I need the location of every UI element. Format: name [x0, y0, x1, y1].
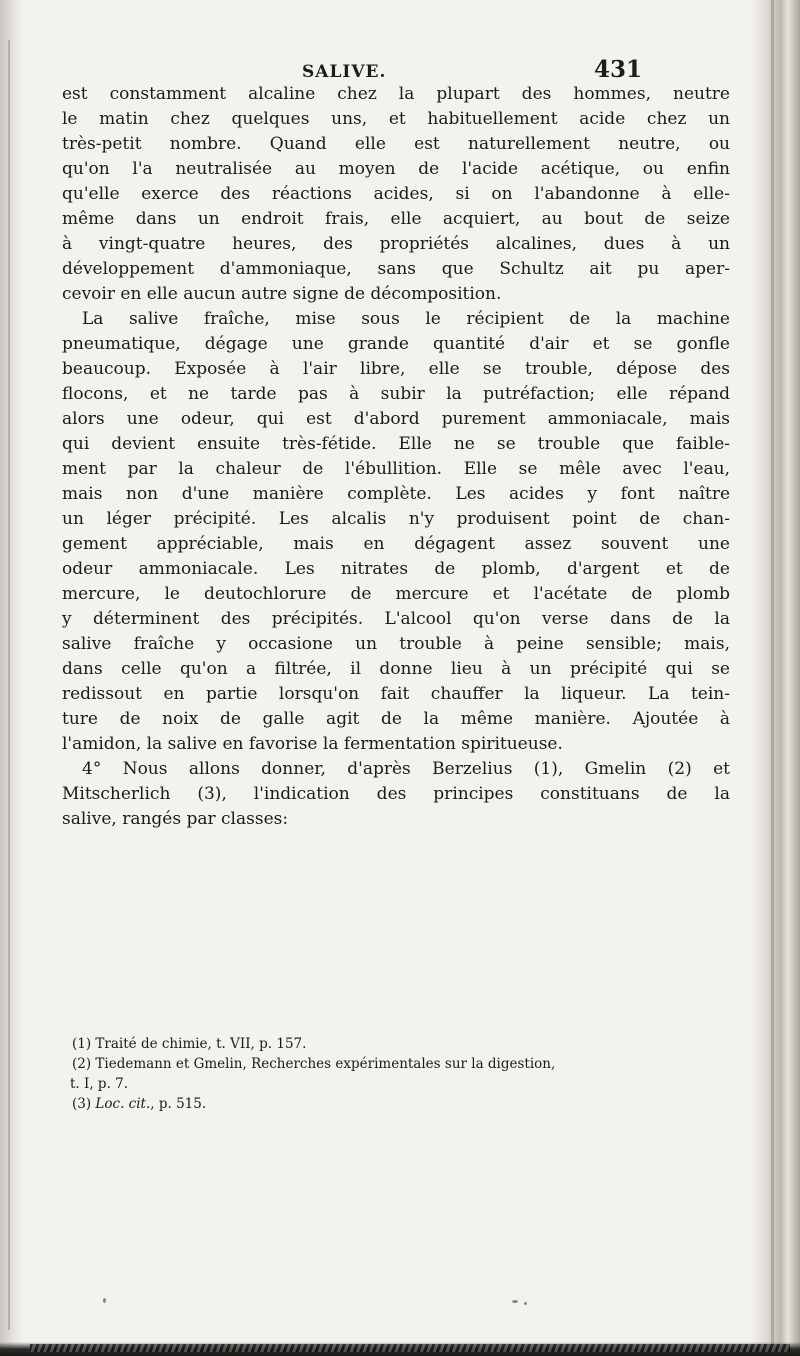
ink-speck — [524, 1302, 527, 1305]
text-line: alors une odeur, qui est d'abord purement ammoniacale, mais — [62, 409, 730, 429]
text-line: très-petit nombre. Quand elle est naturellement neutre, ou — [62, 134, 730, 154]
text-line: Mitscherlich (3), l'indication des principes constituans de la — [62, 784, 730, 804]
footnote-1: (1) Traité de chimie, t. VII, p. 157. — [72, 1036, 307, 1052]
footnote-2: (2) Tiedemann et Gmelin, Recherches expérimentales sur la digestion, — [72, 1056, 556, 1072]
text-line: beaucoup. Exposée à l'air libre, elle se trouble, dépose des — [62, 359, 730, 379]
binding-shadow — [0, 0, 22, 1356]
text-line: y déterminent des précipités. L'alcool qu'on verse dans de la — [62, 609, 730, 629]
footnote-3 — [62, 1094, 730, 1114]
text-line: odeur ammoniacale. Les nitrates de plomb, d'argent et de — [62, 559, 730, 579]
page-number: 431 — [593, 56, 642, 83]
paragraph-start: 4° Nous allons donner, d'après Berzelius (1), Gmelin (2) et — [82, 759, 730, 779]
text-line: le matin chez quelques uns, et habituellement acide chez un — [62, 109, 730, 129]
binding-edge-line — [8, 40, 10, 1330]
text-line: ment par la chaleur de l'ébullition. Elle se mêle avec l'eau, — [62, 459, 730, 479]
footnote-2-continuation: t. I, p. 7. — [70, 1076, 129, 1092]
text-line: développement d'ammoniaque, sans que Schultz ait pu aper- — [62, 259, 730, 279]
text-line: salive fraîche y occasione un trouble à peine sensible; mais, — [62, 634, 730, 654]
text-line: mercure, le deutochlorure de mercure et l'acétate de plomb — [62, 584, 730, 604]
text-line: à vingt-quatre heures, des propriétés alcalines, dues à un — [62, 234, 730, 254]
text-line: un léger précipité. Les alcalis n'y produisent point de chan- — [62, 509, 730, 529]
footnote-3-reference: Loc. cit. — [95, 1096, 151, 1112]
page-edge-right — [752, 0, 800, 1356]
footnote-3-page: , p. 515. — [150, 1096, 207, 1112]
text-line: même dans un endroit frais, elle acquiert, au bout de seize — [62, 209, 730, 229]
paragraph-start: La salive fraîche, mise sous le récipient de la machine — [82, 309, 730, 329]
footnotes — [62, 1034, 730, 1114]
text-line: qui devient ensuite très-fétide. Elle ne se trouble que faible- — [62, 434, 730, 454]
footnote-3-number: (3) — [72, 1096, 96, 1112]
text-line: qu'elle exerce des réactions acides, si on l'abandonne à elle- — [62, 184, 730, 204]
text-line: ture de noix de galle agit de la même manière. Ajoutée à — [62, 709, 730, 729]
text-line: est constamment alcaline chez la plupart des hommes, neutre — [62, 84, 730, 104]
page-bottom-hatch — [30, 1344, 790, 1352]
text-line: gement appréciable, mais en dégagent assez souvent une — [62, 534, 730, 554]
text-line: cevoir en elle aucun autre signe de décomposition. — [62, 284, 502, 304]
text-line: l'amidon, la salive en favorise la fermentation spiritueuse. — [62, 734, 563, 754]
ink-speck — [512, 1300, 518, 1303]
ink-speck — [103, 1298, 106, 1303]
page-edge-line — [771, 0, 774, 1356]
text-line: qu'on l'a neutralisée au moyen de l'acide acétique, ou enfin — [62, 159, 730, 179]
text-line: pneumatique, dégage une grande quantité d'air et se gonfle — [62, 334, 730, 354]
body-text — [62, 82, 730, 832]
text-line: flocons, et ne tarde pas à subir la putréfaction; elle répand — [62, 384, 730, 404]
text-line: salive, rangés par classes: — [62, 809, 289, 829]
running-title: SALIVE. — [302, 62, 387, 82]
text-line: mais non d'une manière complète. Les acides y font naître — [62, 484, 730, 504]
text-line: redissout en partie lorsqu'on fait chauffer la liqueur. La tein- — [62, 684, 730, 704]
text-line: dans celle qu'on a filtrée, il donne lieu à un précipité qui se — [62, 659, 730, 679]
